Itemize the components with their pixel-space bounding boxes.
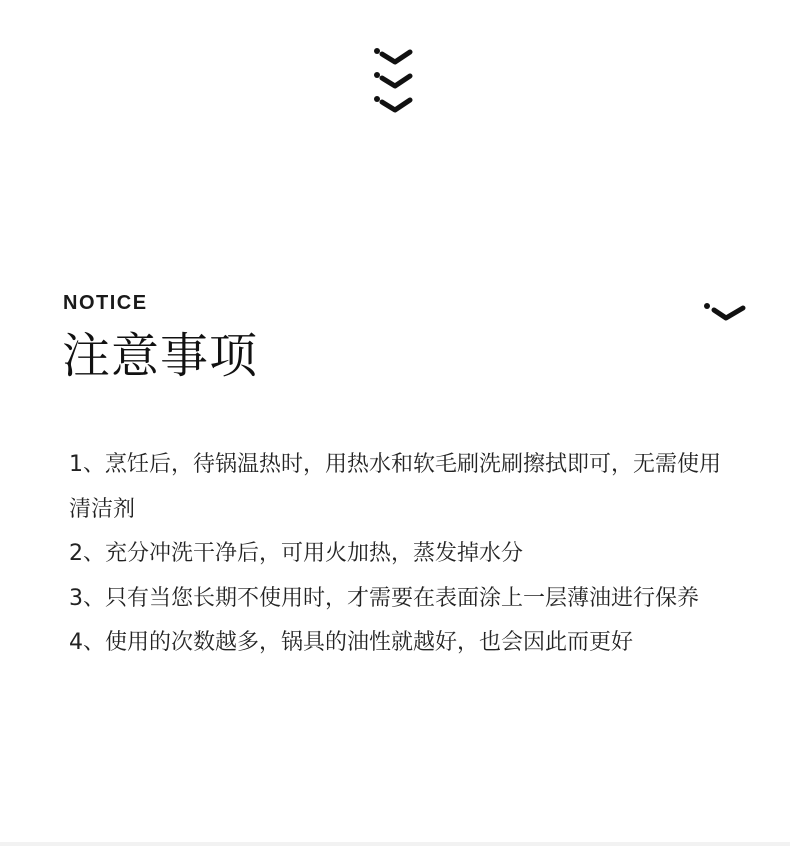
note-item: 3、只有当您长期不使用时，才需要在表面涂上一层薄油进行保养: [69, 585, 699, 611]
chevron-down-icon: [702, 298, 748, 324]
note-item: 4、使用的次数越多，锅具的油性就越好，也会因此而更好: [69, 630, 633, 655]
section-title: 注意事项: [62, 328, 259, 384]
triple-chevron-down-icon: [372, 44, 418, 116]
bottom-divider: [0, 842, 790, 846]
note-item: 2、充分冲洗干净后，可用火加热，蒸发掉水分: [69, 541, 523, 566]
note-item: 1、烹饪后，待锅温热时，用热水和软毛刷洗刷擦拭即可，无需使用清洁剂: [69, 452, 721, 522]
notes-list: [69, 443, 741, 666]
notice-label: NOTICE: [63, 292, 148, 314]
